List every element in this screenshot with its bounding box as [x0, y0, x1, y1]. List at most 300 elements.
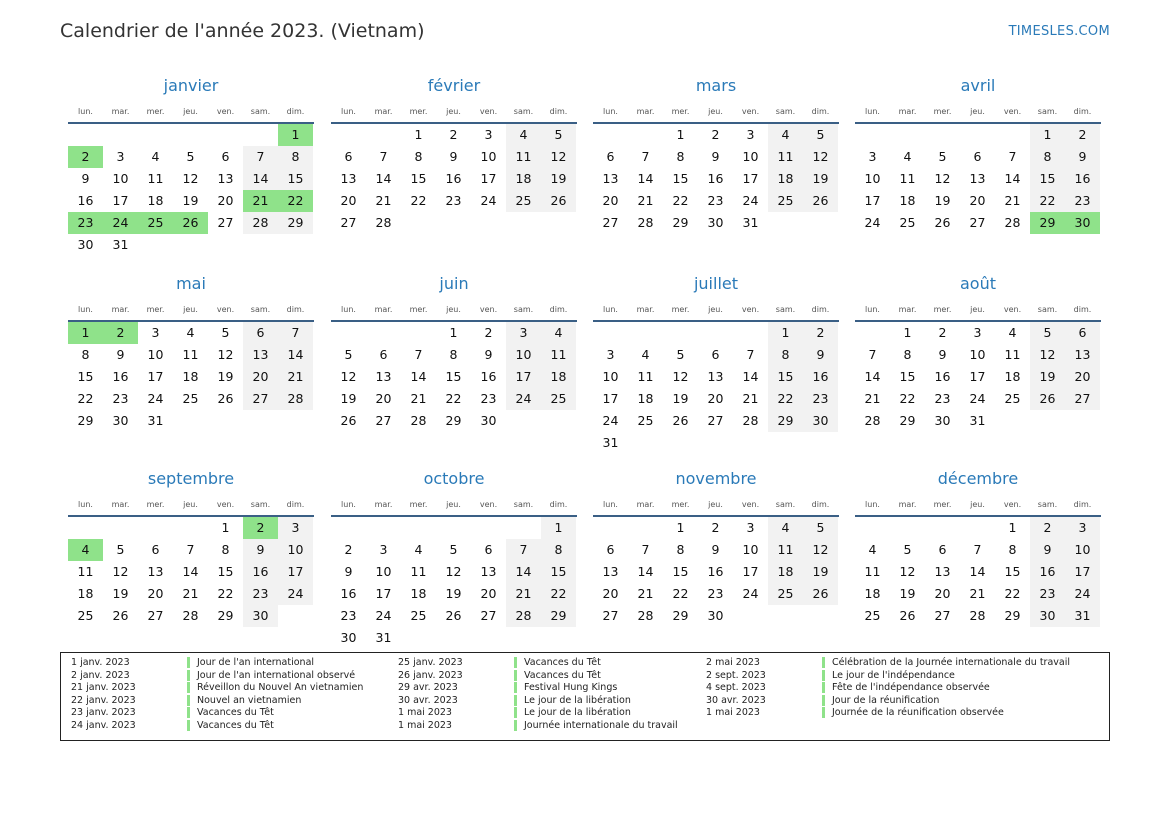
day-cell: 7	[868, 347, 877, 362]
day-cell: 8	[768, 344, 803, 366]
day-cell: 29	[899, 413, 916, 428]
weekday-label: dim.	[549, 305, 568, 314]
day-cell: 27	[1065, 388, 1100, 410]
day-cell: 7	[414, 347, 423, 362]
weekday-label: jeu.	[708, 107, 723, 116]
day-cell: 20	[707, 391, 724, 406]
holiday-date: 24 janv. 2023	[71, 719, 136, 731]
day-cell: 6	[711, 347, 720, 362]
day-cell: 27	[340, 215, 357, 230]
month-name: juillet	[693, 274, 739, 293]
weekday-label: ven.	[216, 305, 235, 314]
day-cell: 14	[375, 171, 392, 186]
day-cell: 3	[973, 325, 982, 340]
weekday-label: lun.	[865, 305, 880, 314]
holiday-date: 1 mai 2023	[706, 707, 760, 719]
day-cell: 15	[1030, 168, 1065, 190]
day-cell: 15	[899, 369, 916, 384]
day-cell: 22	[1004, 586, 1021, 601]
day-cell: 19	[112, 586, 129, 601]
day-cell: 22	[672, 586, 689, 601]
weekday-label: sam.	[775, 305, 796, 314]
weekday-label: mer.	[671, 500, 690, 509]
day-cell: 14	[969, 564, 986, 579]
day-cell: 27	[602, 608, 619, 623]
holiday-name: Journée de la réunification observée	[822, 707, 1004, 718]
weekday-label: ven.	[216, 107, 235, 116]
day-cell: 16	[445, 171, 462, 186]
day-cell: 1	[768, 322, 803, 344]
day-cell: 3	[484, 127, 493, 142]
holiday-name: Le jour de la libération	[514, 707, 631, 718]
day-cell: 27	[147, 608, 164, 623]
day-cell: 24	[864, 215, 881, 230]
weekday-label: sam.	[775, 500, 796, 509]
day-cell: 8	[221, 542, 230, 557]
day-cell: 7	[1008, 149, 1017, 164]
day-cell: 9	[1030, 539, 1065, 561]
day-cell: 10	[147, 347, 164, 362]
day-cell: 21	[864, 391, 881, 406]
holiday-day-cell: 25	[138, 212, 173, 234]
day-cell: 28	[864, 413, 881, 428]
day-cell: 7	[746, 347, 755, 362]
holiday-name: Réveillon du Nouvel An vietnamien	[187, 682, 363, 693]
day-cell: 25	[77, 608, 94, 623]
weekday-header	[331, 305, 577, 317]
day-cell: 4	[768, 124, 803, 146]
day-cell: 13	[375, 369, 392, 384]
day-cell: 16	[243, 561, 278, 583]
day-cell: 11	[1004, 347, 1021, 362]
day-cell: 21	[969, 586, 986, 601]
day-cell: 1	[1008, 520, 1017, 535]
day-cell: 23	[112, 391, 129, 406]
day-cell: 24	[742, 193, 759, 208]
day-cell: 3	[116, 149, 125, 164]
day-cell: 16	[480, 369, 497, 384]
weekday-label: mer.	[933, 500, 952, 509]
day-cell: 16	[707, 564, 724, 579]
holiday-date: 2 janv. 2023	[71, 669, 130, 681]
day-cell: 9	[484, 347, 493, 362]
day-cell: 24	[147, 391, 164, 406]
day-cell: 30	[112, 413, 129, 428]
day-cell: 25	[506, 190, 541, 212]
holiday-date: 25 janv. 2023	[398, 657, 463, 668]
month-name: août	[959, 274, 996, 293]
day-cell: 3	[151, 325, 160, 340]
day-cell: 5	[449, 542, 458, 557]
day-cell: 11	[768, 539, 803, 561]
day-cell: 2	[1065, 124, 1100, 146]
day-cell: 7	[186, 542, 195, 557]
day-cell: 6	[151, 542, 160, 557]
holiday-name: Jour de l'an international observé	[187, 670, 355, 681]
weekday-label: dim.	[1073, 500, 1092, 509]
day-cell: 1	[676, 520, 685, 535]
weekday-label: sam.	[250, 305, 271, 314]
holiday-name: Jour de l'an international	[187, 657, 314, 668]
day-cell: 26	[899, 608, 916, 623]
day-cell: 9	[449, 149, 458, 164]
day-cell: 6	[484, 542, 493, 557]
day-cell: 29	[672, 215, 689, 230]
day-cell: 22	[541, 583, 576, 605]
day-cell: 15	[217, 564, 234, 579]
weekday-label: sam.	[250, 107, 271, 116]
weekday-label: mer.	[409, 305, 428, 314]
day-cell: 5	[186, 149, 195, 164]
day-cell: 9	[938, 347, 947, 362]
holiday-day-cell: 1	[278, 124, 313, 146]
weekday-label: mar.	[374, 107, 393, 116]
day-cell: 24	[375, 608, 392, 623]
day-cell: 15	[768, 366, 803, 388]
weekday-label: mar.	[374, 500, 393, 509]
day-cell: 9	[1065, 146, 1100, 168]
month-name: septembre	[147, 469, 235, 488]
day-cell: 17	[864, 193, 881, 208]
month-name: mars	[695, 76, 737, 95]
day-cell: 31	[1065, 605, 1100, 627]
day-cell: 20	[147, 586, 164, 601]
weekday-header	[68, 500, 314, 512]
day-cell: 29	[768, 410, 803, 432]
weekday-label: dim.	[549, 500, 568, 509]
day-cell: 10	[864, 171, 881, 186]
holiday-name: Vacances du Têt	[187, 707, 274, 718]
weekday-label: mer.	[146, 107, 165, 116]
weekday-label: ven.	[741, 107, 760, 116]
day-cell: 19	[899, 586, 916, 601]
day-cell: 5	[938, 149, 947, 164]
month-name: juin	[439, 274, 469, 293]
weekday-header	[855, 107, 1101, 119]
holiday-date: 29 avr. 2023	[398, 682, 458, 694]
day-cell: 12	[803, 539, 838, 561]
weekday-label: lun.	[865, 107, 880, 116]
day-cell: 19	[1030, 366, 1065, 388]
day-cell: 21	[637, 586, 654, 601]
day-cell: 10	[480, 149, 497, 164]
day-cell: 11	[899, 171, 916, 186]
weekday-header	[68, 305, 314, 317]
day-cell: 30	[77, 237, 94, 252]
day-cell: 5	[541, 124, 576, 146]
day-cell: 7	[379, 149, 388, 164]
day-cell: 11	[147, 171, 164, 186]
holiday-day-cell: 2	[103, 322, 138, 344]
day-cell: 2	[711, 127, 720, 142]
day-cell: 30	[243, 605, 278, 627]
day-cell: 8	[1008, 542, 1017, 557]
weekday-label: lun.	[341, 107, 356, 116]
day-cell: 10	[506, 344, 541, 366]
holiday-day-cell: 2	[68, 146, 103, 168]
day-cell: 29	[1004, 608, 1021, 623]
day-cell: 28	[278, 388, 313, 410]
day-cell: 21	[506, 583, 541, 605]
holiday-day-cell: 24	[103, 212, 138, 234]
weekday-label: mer.	[671, 107, 690, 116]
month-name: avril	[960, 76, 996, 95]
day-cell: 17	[480, 171, 497, 186]
weekday-label: jeu.	[708, 305, 723, 314]
day-cell: 10	[375, 564, 392, 579]
weekday-label: lun.	[603, 305, 618, 314]
day-cell: 13	[707, 369, 724, 384]
day-cell: 22	[899, 391, 916, 406]
weekday-label: lun.	[341, 500, 356, 509]
day-cell: 11	[768, 146, 803, 168]
day-cell: 14	[864, 369, 881, 384]
weekday-header	[855, 305, 1101, 317]
day-cell: 10	[742, 542, 759, 557]
holiday-name: Célébration de la Journée internationale du travail	[822, 657, 1070, 668]
brand-logo-text[interactable]: TIMESLES.COM	[1008, 24, 1110, 39]
weekday-label: mar.	[636, 305, 655, 314]
weekday-label: sam.	[1037, 305, 1058, 314]
day-cell: 7	[973, 542, 982, 557]
month-name: février	[427, 76, 481, 95]
day-cell: 27	[480, 608, 497, 623]
day-cell: 15	[445, 369, 462, 384]
day-cell: 6	[606, 149, 615, 164]
day-cell: 31	[742, 215, 759, 230]
day-cell: 3	[868, 149, 877, 164]
day-cell: 23	[480, 391, 497, 406]
day-cell: 13	[243, 344, 278, 366]
day-cell: 17	[506, 366, 541, 388]
weekday-header	[331, 500, 577, 512]
weekday-label: mer.	[671, 305, 690, 314]
day-cell: 8	[278, 146, 313, 168]
weekday-label: ven.	[741, 500, 760, 509]
weekday-label: sam.	[775, 107, 796, 116]
weekday-label: mer.	[933, 305, 952, 314]
weekday-label: mer.	[146, 305, 165, 314]
day-cell: 16	[707, 171, 724, 186]
weekday-label: lun.	[78, 500, 93, 509]
day-cell: 11	[864, 564, 881, 579]
day-cell: 10	[742, 149, 759, 164]
day-cell: 20	[1065, 366, 1100, 388]
holiday-name: Jour de la réunification	[822, 695, 939, 706]
day-cell: 12	[899, 564, 916, 579]
weekday-label: mar.	[898, 107, 917, 116]
weekday-label: jeu.	[183, 500, 198, 509]
day-cell: 4	[151, 149, 160, 164]
day-cell: 18	[899, 193, 916, 208]
day-cell: 12	[541, 146, 576, 168]
day-cell: 6	[973, 149, 982, 164]
day-cell: 31	[112, 237, 129, 252]
day-cell: 22	[410, 193, 427, 208]
weekday-label: dim.	[811, 305, 830, 314]
day-cell: 8	[541, 539, 576, 561]
day-cell: 11	[77, 564, 94, 579]
weekday-label: mar.	[111, 107, 130, 116]
day-cell: 14	[182, 564, 199, 579]
day-cell: 11	[410, 564, 427, 579]
day-cell: 17	[375, 586, 392, 601]
day-cell: 13	[217, 171, 234, 186]
holiday-name: Le jour de la libération	[514, 695, 631, 706]
weekday-header	[855, 500, 1101, 512]
day-cell: 23	[1065, 190, 1100, 212]
day-cell: 17	[1065, 561, 1100, 583]
day-cell: 20	[480, 586, 497, 601]
month-name: octobre	[423, 469, 485, 488]
day-cell: 27	[217, 215, 234, 230]
day-cell: 1	[221, 520, 230, 535]
day-cell: 11	[182, 347, 199, 362]
day-cell: 29	[541, 605, 576, 627]
weekday-label: dim.	[286, 107, 305, 116]
day-cell: 11	[637, 369, 654, 384]
day-cell: 25	[182, 391, 199, 406]
day-cell: 12	[217, 347, 234, 362]
weekday-label: sam.	[513, 107, 534, 116]
day-cell: 13	[602, 171, 619, 186]
day-cell: 5	[1030, 322, 1065, 344]
weekday-label: sam.	[1037, 107, 1058, 116]
day-cell: 10	[278, 539, 313, 561]
day-cell: 4	[641, 347, 650, 362]
day-cell: 29	[672, 608, 689, 623]
day-cell: 13	[147, 564, 164, 579]
day-cell: 23	[1030, 583, 1065, 605]
weekday-label: ven.	[479, 500, 498, 509]
day-cell: 5	[803, 517, 838, 539]
holiday-name: Festival Hung Kings	[514, 682, 617, 693]
day-cell: 3	[278, 517, 313, 539]
month-name: janvier	[163, 76, 219, 95]
day-cell: 15	[672, 564, 689, 579]
weekday-label: dim.	[286, 500, 305, 509]
day-cell: 22	[217, 586, 234, 601]
holiday-name: Vacances du Têt	[514, 657, 601, 668]
day-cell: 26	[445, 608, 462, 623]
day-cell: 19	[803, 561, 838, 583]
day-cell: 13	[934, 564, 951, 579]
day-cell: 14	[506, 561, 541, 583]
weekday-label: ven.	[741, 305, 760, 314]
holiday-name: Nouvel an vietnamien	[187, 695, 301, 706]
day-cell: 20	[934, 586, 951, 601]
day-cell: 17	[742, 564, 759, 579]
day-cell: 11	[506, 146, 541, 168]
day-cell: 15	[541, 561, 576, 583]
day-cell: 19	[934, 193, 951, 208]
holiday-date: 1 janv. 2023	[71, 657, 130, 668]
holiday-day-cell: 23	[68, 212, 103, 234]
day-cell: 21	[1004, 193, 1021, 208]
holiday-day-cell: 1	[68, 322, 103, 344]
day-cell: 15	[77, 369, 94, 384]
day-cell: 24	[480, 193, 497, 208]
day-cell: 13	[1065, 344, 1100, 366]
day-cell: 13	[340, 171, 357, 186]
day-cell: 26	[541, 190, 576, 212]
day-cell: 23	[707, 193, 724, 208]
weekday-label: mar.	[636, 500, 655, 509]
holiday-date: 2 sept. 2023	[706, 669, 766, 681]
day-cell: 20	[969, 193, 986, 208]
day-cell: 16	[1030, 561, 1065, 583]
day-cell: 30	[1030, 605, 1065, 627]
weekday-label: sam.	[513, 500, 534, 509]
day-cell: 14	[410, 369, 427, 384]
day-cell: 30	[707, 215, 724, 230]
day-cell: 6	[379, 347, 388, 362]
day-cell: 27	[243, 388, 278, 410]
day-cell: 16	[934, 369, 951, 384]
day-cell: 1	[449, 325, 458, 340]
day-cell: 3	[1065, 517, 1100, 539]
day-cell: 4	[506, 124, 541, 146]
day-cell: 7	[641, 542, 650, 557]
weekday-label: jeu.	[446, 107, 461, 116]
day-cell: 21	[375, 193, 392, 208]
day-cell: 24	[742, 586, 759, 601]
day-cell: 6	[221, 149, 230, 164]
day-cell: 18	[768, 168, 803, 190]
day-cell: 17	[112, 193, 129, 208]
day-cell: 21	[182, 586, 199, 601]
day-cell: 14	[742, 369, 759, 384]
day-cell: 5	[903, 542, 912, 557]
day-cell: 24	[1065, 583, 1100, 605]
weekday-label: sam.	[250, 500, 271, 509]
day-cell: 21	[278, 366, 313, 388]
weekday-label: lun.	[78, 107, 93, 116]
day-cell: 18	[506, 168, 541, 190]
day-cell: 16	[803, 366, 838, 388]
day-cell: 20	[602, 586, 619, 601]
weekday-label: jeu.	[446, 500, 461, 509]
day-cell: 26	[934, 215, 951, 230]
day-cell: 2	[449, 127, 458, 142]
weekday-header	[331, 107, 577, 119]
holiday-day-cell: 29	[1030, 212, 1065, 234]
weekday-label: dim.	[811, 107, 830, 116]
day-cell: 27	[375, 413, 392, 428]
day-cell: 26	[803, 190, 838, 212]
day-cell: 20	[602, 193, 619, 208]
day-cell: 25	[1004, 391, 1021, 406]
day-cell: 2	[1030, 517, 1065, 539]
day-cell: 12	[1030, 344, 1065, 366]
day-cell: 10	[602, 369, 619, 384]
weekday-label: ven.	[479, 305, 498, 314]
day-cell: 18	[77, 586, 94, 601]
day-cell: 14	[243, 168, 278, 190]
weekday-label: ven.	[1003, 305, 1022, 314]
holiday-day-cell: 30	[1065, 212, 1100, 234]
day-cell: 14	[1004, 171, 1021, 186]
weekday-label: lun.	[341, 305, 356, 314]
day-cell: 31	[969, 413, 986, 428]
day-cell: 19	[445, 586, 462, 601]
day-cell: 17	[742, 171, 759, 186]
holiday-day-cell: 26	[173, 212, 208, 234]
day-cell: 4	[541, 322, 576, 344]
day-cell: 1	[414, 127, 423, 142]
day-cell: 24	[969, 391, 986, 406]
holiday-day-cell: 22	[278, 190, 313, 212]
